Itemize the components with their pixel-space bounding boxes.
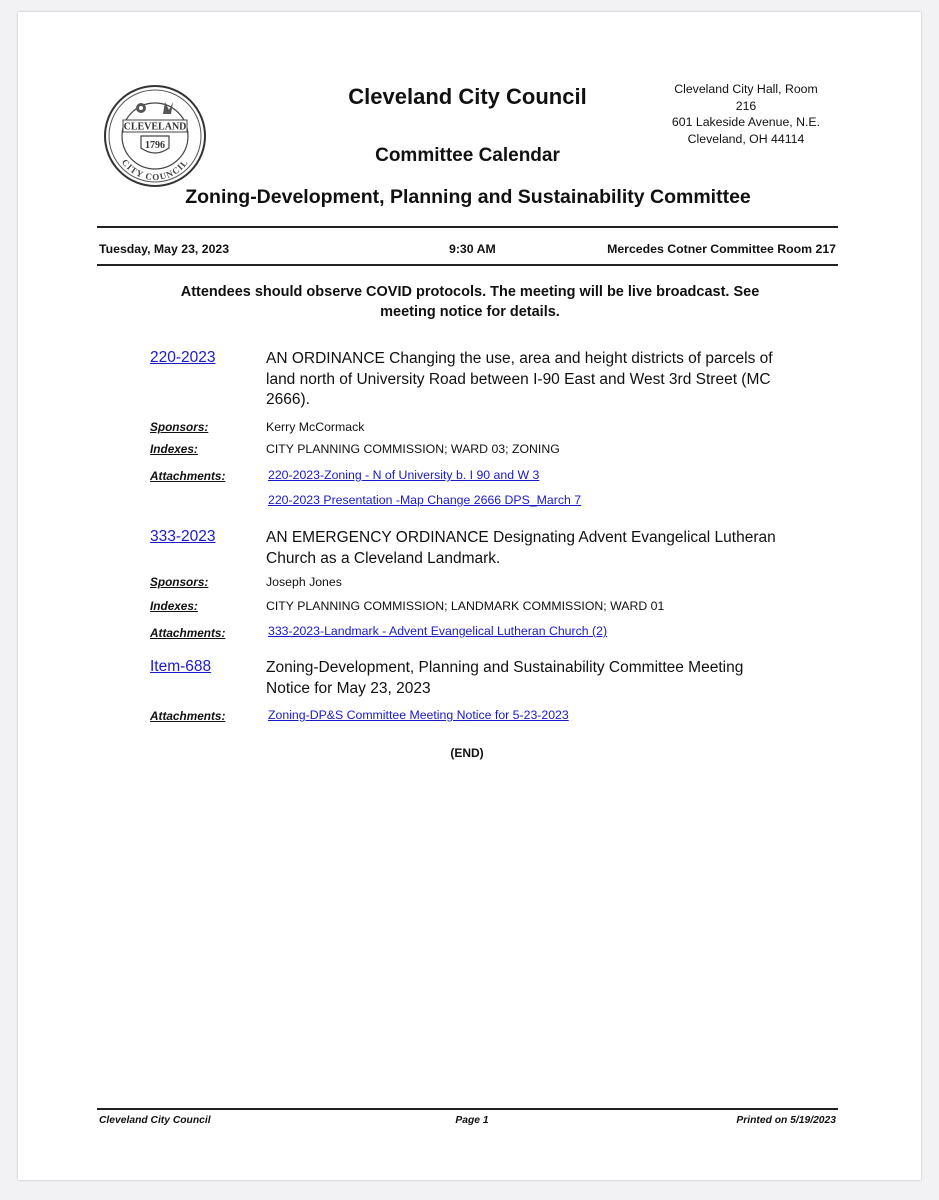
- attachments-label: Attachments:: [150, 709, 226, 723]
- item-title: [266, 349, 806, 411]
- attachment-link[interactable]: 333-2023-Landmark - Advent Evangelical Lutheran Church (2): [268, 624, 608, 638]
- item-title: [266, 528, 806, 569]
- meeting-room: Mercedes Cotner Committee Room 217: [607, 242, 836, 256]
- sponsors-label: Sponsors:: [150, 575, 209, 589]
- sponsors-label: Sponsors:: [150, 420, 209, 434]
- title-line: Notice for May 23, 2023: [266, 679, 431, 697]
- indexes-value: CITY PLANNING COMMISSION; WARD 03; ZONING: [266, 442, 560, 456]
- attachment-link[interactable]: Zoning-DP&S Committee Meeting Notice for 5-23-2023: [268, 708, 569, 722]
- title-line: 2666).: [266, 391, 310, 408]
- org-title: Cleveland City Council: [348, 84, 587, 109]
- svg-text:CLEVELAND: CLEVELAND: [123, 121, 187, 133]
- covid-notice: [130, 282, 810, 322]
- header-rule: [97, 226, 838, 228]
- city-council-seal-icon: [103, 84, 207, 188]
- calendar-title: Committee Calendar: [375, 145, 560, 166]
- footer-rule: [97, 1108, 838, 1110]
- svg-text:1796: 1796: [145, 140, 165, 151]
- footer-printed-date: Printed on 5/19/2023: [736, 1115, 836, 1126]
- attachments-label: Attachments:: [150, 626, 226, 640]
- indexes-label: Indexes:: [150, 599, 198, 613]
- attachment-link[interactable]: 220-2023 Presentation -Map Change 2666 DPS_March 7: [268, 493, 582, 507]
- file-link-item-688[interactable]: Item-688: [150, 658, 212, 675]
- address-line: 216: [735, 98, 757, 113]
- address-line: Cleveland City Hall, Room: [674, 82, 818, 96]
- end-marker: (END): [450, 746, 484, 760]
- title-line: AN EMERGENCY ORDINANCE Designating Advent Evangelical Lutheran: [266, 529, 776, 546]
- title-line: Church as a Cleveland Landmark.: [266, 549, 501, 567]
- notice-line: Attendees should observe COVID protocols. The meeting will be live broadcast. See: [180, 284, 760, 300]
- title-line: land north of University Road between I-90 East and West 3rd Street (MC: [266, 370, 771, 388]
- title-line: Zoning-Development, Planning and Sustainability Committee Meeting: [266, 659, 744, 676]
- sponsors-value: Joseph Jones: [266, 575, 342, 589]
- address-line: 601 Lakeside Avenue, N.E.: [671, 115, 821, 129]
- title-line: AN ORDINANCE Changing the use, area and height districts of parcels of: [266, 350, 773, 367]
- address-block: [668, 81, 824, 147]
- meeting-time: 9:30 AM: [449, 242, 496, 256]
- indexes-label: Indexes:: [150, 442, 198, 456]
- footer-page-number: Page 1: [455, 1115, 489, 1126]
- committee-name: Zoning-Development, Planning and Sustainability Committee: [185, 186, 751, 208]
- svg-text:CITY COUNCIL: CITY COUNCIL: [119, 157, 191, 183]
- meeting-date: Tuesday, May 23, 2023: [99, 242, 230, 256]
- sponsors-value: Kerry McCormack: [266, 420, 365, 434]
- attachments-label: Attachments:: [150, 469, 226, 483]
- indexes-value: CITY PLANNING COMMISSION; LANDMARK COMMISSION; WARD 01: [266, 599, 665, 613]
- attachment-link[interactable]: 220-2023-Zoning - N of University b. I 90 and W 3: [268, 468, 540, 482]
- footer-org: Cleveland City Council: [99, 1115, 211, 1126]
- item-title: [266, 658, 806, 699]
- address-line: Cleveland, OH 44114: [687, 131, 805, 146]
- file-link-333-2023[interactable]: 333-2023: [150, 528, 216, 545]
- notice-line: meeting notice for details.: [380, 304, 560, 320]
- meeting-info-rule: [97, 264, 838, 266]
- file-link-220-2023[interactable]: 220-2023: [150, 349, 216, 366]
